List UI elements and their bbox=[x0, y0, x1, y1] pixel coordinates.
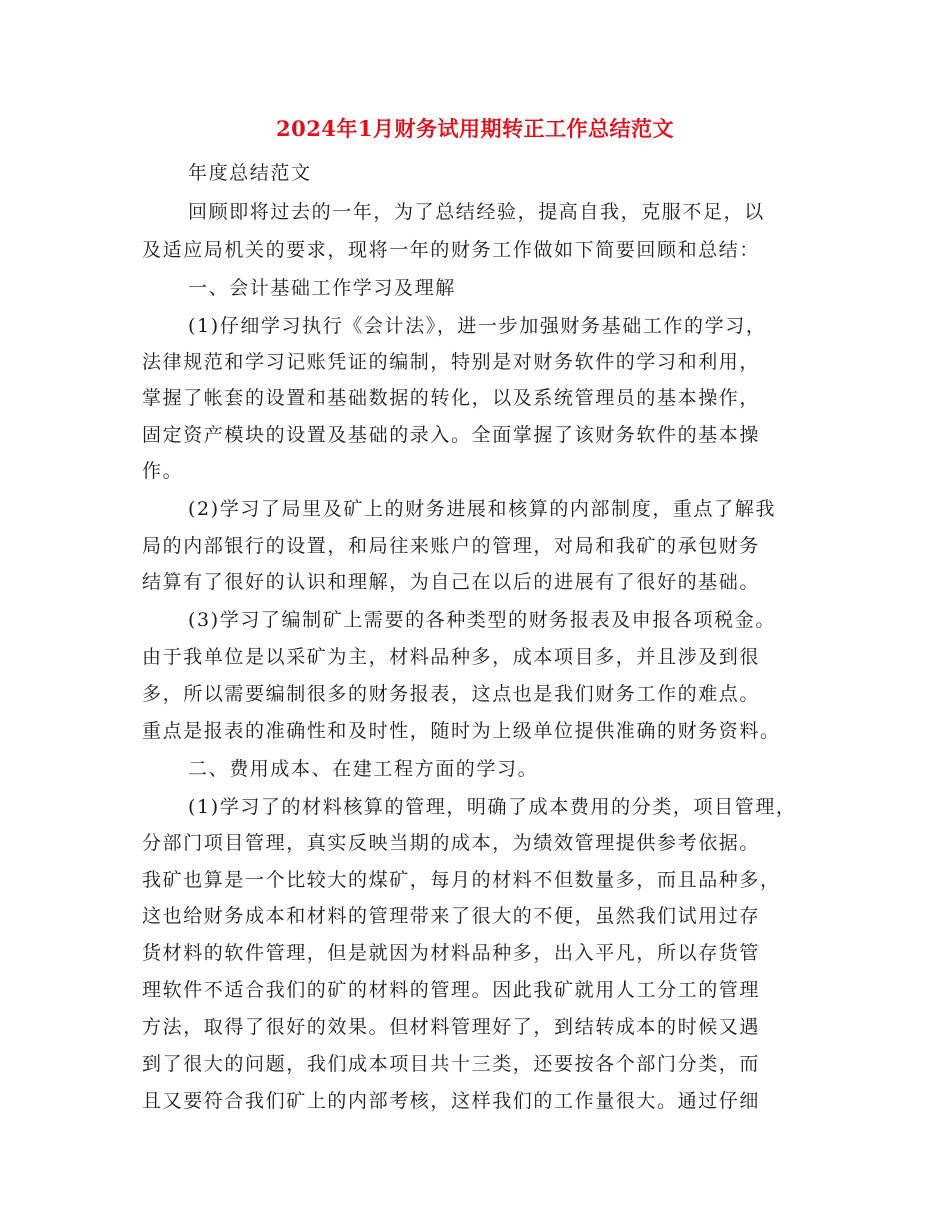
paragraph-line: 到了很大的问题，我们成本项目共十三类，还要按各个部门分类，而 bbox=[142, 1053, 761, 1075]
paragraph-line: (2)学习了局里及矿上的财务进展和核算的内部制度，重点了解我 bbox=[188, 498, 776, 520]
paragraph-line: 作。 bbox=[142, 460, 184, 482]
paragraph-line: 分部门项目管理，真实反映当期的成本，为绩效管理提供参考依据。 bbox=[142, 832, 761, 854]
paragraph-line: 由于我单位是以采矿为主，材料品种多，成本项目多，并且涉及到很 bbox=[142, 646, 761, 668]
paragraph-line: 方法，取得了很好的效果。但材料管理好了，到结转成本的时候又遇 bbox=[142, 1016, 761, 1038]
paragraph-line: 结算有了很好的认识和理解，为自己在以后的进展有了很好的基础。 bbox=[142, 571, 761, 593]
paragraph-line: 年度总结范文 bbox=[188, 162, 312, 184]
paragraph-line: 回顾即将过去的一年，为了总结经验，提高自我，克服不足，以 bbox=[188, 201, 765, 223]
section-heading: 一、会计基础工作学习及理解 bbox=[188, 277, 456, 299]
section-heading: 二、费用成本、在建工程方面的学习。 bbox=[188, 758, 539, 780]
paragraph-line: 多，所以需要编制很多的财务报表，这点也是我们财务工作的难点。 bbox=[142, 683, 761, 705]
paragraph-line: (1)仔细学习执行《会计法》，进一步加强财务基础工作的学习， bbox=[188, 315, 767, 337]
paragraph-line: 及适应局机关的要求，现将一年的财务工作做如下简要回顾和总结： bbox=[142, 239, 761, 261]
paragraph-line: 我矿也算是一个比较大的煤矿，每月的材料不但数量多，而且品种多， bbox=[142, 869, 781, 891]
paragraph-line: 且又要符合我们矿上的内部考核，这样我们的工作量很大。通过仔细 bbox=[142, 1090, 761, 1112]
paragraph-line: (1)学习了的材料核算的管理，明确了成本费用的分类，项目管理， bbox=[188, 796, 797, 818]
paragraph-line: 局的内部银行的设置，和局往来账户的管理，对局和我矿的承包财务 bbox=[142, 535, 761, 557]
paragraph-line: 固定资产模块的设置及基础的录入。全面掌握了该财务软件的基本操 bbox=[142, 424, 761, 446]
paragraph-line: 这也给财务成本和材料的管理带来了很大的不便，虽然我们试用过存 bbox=[142, 905, 761, 927]
paragraph-line: 货材料的软件管理，但是就因为材料品种多，出入平凡，所以存货管 bbox=[142, 942, 761, 964]
paragraph-line: 理软件不适合我们的矿的材料的管理。因此我矿就用人工分工的管理 bbox=[142, 979, 761, 1001]
document-title: 2024年1月财务试用期转正工作总结范文 bbox=[275, 116, 675, 141]
paragraph-line: 重点是报表的准确性和及时性，随时为上级单位提供准确的财务资料。 bbox=[142, 720, 781, 742]
paragraph-line: 法律规范和学习记账凭证的编制，特别是对财务软件的学习和利用， bbox=[142, 351, 761, 373]
paragraph-line: (3)学习了编制矿上需要的各种类型的财务报表及申报各项税金。 bbox=[188, 609, 776, 631]
paragraph-line: 掌握了帐套的设置和基础数据的转化，以及系统管理员的基本操作， bbox=[142, 387, 761, 409]
